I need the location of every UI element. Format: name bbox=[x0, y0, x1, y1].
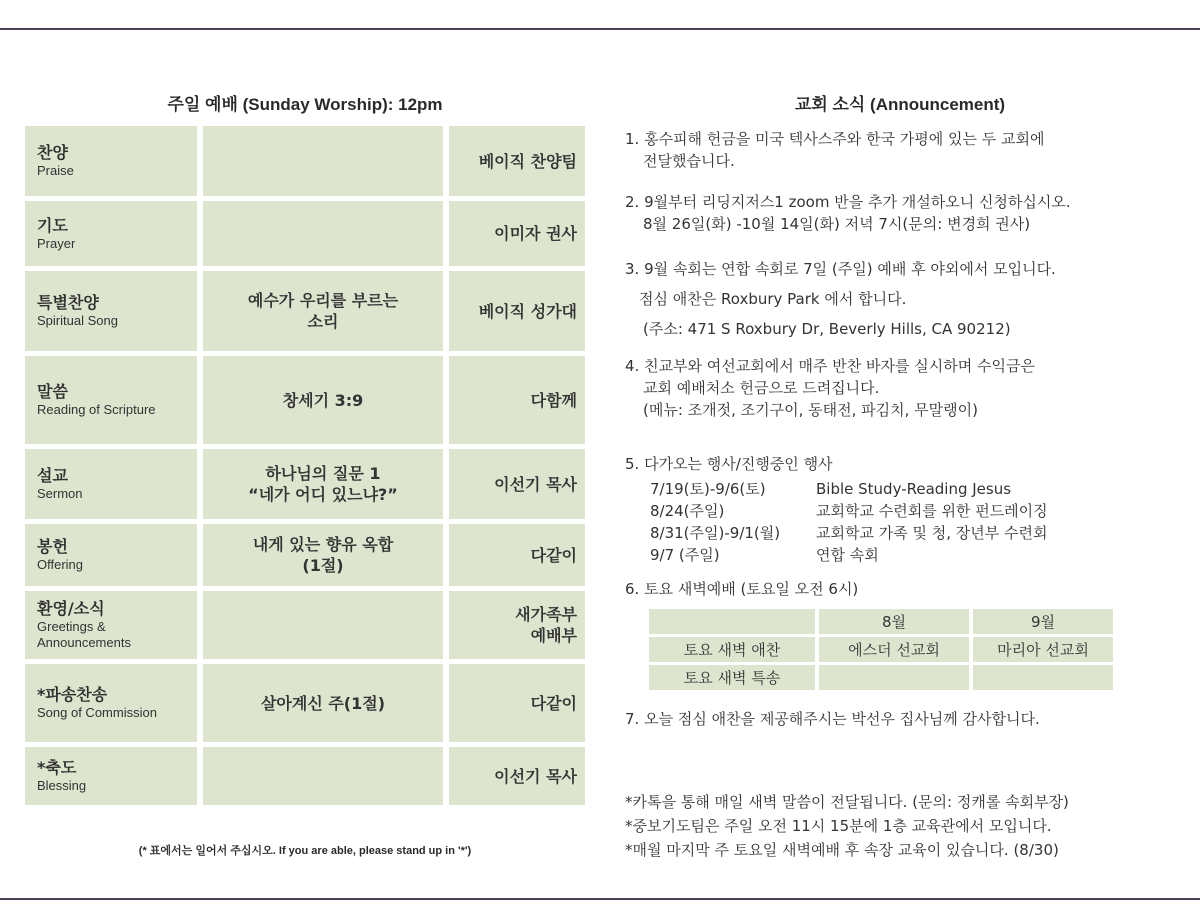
table-header-cell: 8월 bbox=[819, 609, 969, 634]
announcement-line: 전달했습니다. bbox=[643, 152, 735, 170]
announcement-line: (메뉴: 조개젓, 조기구이, 동태전, 파김치, 무말랭이) bbox=[643, 401, 978, 419]
event-desc: Bible Study-Reading Jesus bbox=[816, 480, 1012, 498]
table-row bbox=[649, 665, 1113, 690]
row-name-en: Prayer bbox=[37, 235, 76, 251]
row-leader: 이선기 목사 bbox=[449, 747, 585, 805]
row-name-en: Blessing bbox=[37, 778, 87, 793]
announcement-line: 1. 홍수피해 헌금을 미국 텍사스주와 한국 가평에 있는 두 교회에 bbox=[625, 130, 1045, 148]
row-content bbox=[203, 201, 443, 266]
worship-row bbox=[25, 271, 585, 351]
note-line: *매월 마지막 주 토요일 새벽예배 후 속장 교육이 있습니다. (8/30) bbox=[625, 841, 1059, 859]
table-cell: 토요 새벽 애찬 bbox=[649, 637, 815, 662]
row-leader: 베이직 성가대 bbox=[449, 271, 585, 351]
table-header-cell: 9월 bbox=[973, 609, 1113, 634]
dawn-service-table bbox=[645, 606, 1117, 693]
row-leader: 베이직 찬양팀 bbox=[449, 126, 585, 196]
announcement-line: 5. 다가오는 행사/진행중인 행사 bbox=[625, 455, 833, 473]
announcement-2 bbox=[625, 191, 1071, 235]
row-name-ko: 찬양 bbox=[37, 143, 68, 162]
event-desc: 연합 속회 bbox=[816, 546, 879, 564]
note-line: *카톡을 통해 매일 새벽 말씀이 전달됩니다. (문의: 정캐롤 속회부장) bbox=[625, 793, 1069, 811]
row-name bbox=[25, 126, 197, 196]
announcement-line: (주소: 471 S Roxbury Dr, Beverly Hills, CA 90212) bbox=[643, 320, 1011, 338]
announcement-3 bbox=[625, 258, 1056, 340]
announcement-line: 7. 오늘 점심 애찬을 제공해주시는 박선우 집사님께 감사합니다. bbox=[625, 710, 1040, 728]
row-content: 창세기 3:9 bbox=[203, 356, 443, 444]
table-row bbox=[649, 637, 1113, 662]
announcement-5 bbox=[625, 453, 833, 475]
row-name-en: Greetings & Announcements bbox=[37, 619, 131, 650]
announcement-line: 4. 친교부와 여선교회에서 매주 반찬 바자를 실시하며 수익금은 bbox=[625, 357, 1035, 375]
row-name-ko: 설교 bbox=[37, 466, 68, 485]
announcement-7 bbox=[625, 708, 1040, 730]
table-cell bbox=[973, 665, 1113, 690]
event-item bbox=[650, 544, 1048, 566]
worship-row bbox=[25, 126, 585, 196]
row-leader: 이선기 목사 bbox=[449, 449, 585, 519]
row-name bbox=[25, 201, 197, 266]
row-name bbox=[25, 747, 197, 805]
row-name-en: Reading of Scripture bbox=[37, 402, 156, 417]
row-name bbox=[25, 449, 197, 519]
announcement-line: 교회 예배처소 헌금으로 드려집니다. bbox=[643, 379, 880, 397]
announcement-line: 2. 9월부터 리딩지저스1 zoom 반을 추가 개설하오니 신청하십시오. bbox=[625, 193, 1071, 211]
row-leader: 다같이 bbox=[449, 524, 585, 586]
table-header-cell bbox=[649, 609, 815, 634]
worship-order-table bbox=[25, 126, 585, 810]
row-name-en: Song of Commission bbox=[37, 705, 157, 720]
top-divider bbox=[0, 28, 1200, 30]
row-content bbox=[203, 591, 443, 659]
row-name-ko: 기도 bbox=[37, 215, 68, 235]
row-leader: 새가족부 예배부 bbox=[449, 591, 585, 659]
row-name-ko: 특별찬양 bbox=[37, 293, 99, 312]
worship-row bbox=[25, 201, 585, 266]
row-name bbox=[25, 591, 197, 659]
event-date: 9/7 (주일) bbox=[650, 546, 720, 564]
worship-row bbox=[25, 356, 585, 444]
event-item bbox=[650, 500, 1048, 522]
worship-row bbox=[25, 747, 585, 805]
row-name bbox=[25, 271, 197, 351]
table-header-row bbox=[649, 609, 1113, 634]
table-cell bbox=[819, 665, 969, 690]
row-name-ko: *축도 bbox=[37, 758, 77, 777]
row-content: 살아계신 주(1절) bbox=[203, 664, 443, 742]
row-leader: 다함께 bbox=[449, 356, 585, 444]
row-leader: 이미자 권사 bbox=[449, 201, 585, 266]
announcement-4 bbox=[625, 355, 1035, 421]
row-name bbox=[25, 664, 197, 742]
row-name bbox=[25, 356, 197, 444]
event-item bbox=[650, 478, 1048, 500]
table-cell: 에스더 선교회 bbox=[819, 637, 969, 662]
event-item bbox=[650, 522, 1048, 544]
row-leader: 다같이 bbox=[449, 664, 585, 742]
row-content: 하나님의 질문 1 “네가 어디 있느냐?” bbox=[203, 449, 443, 519]
announcement-title: 교회 소식 (Announcement) bbox=[794, 95, 1006, 114]
row-name-ko: 말씀 bbox=[37, 382, 68, 401]
announcement-6 bbox=[625, 578, 858, 600]
table-cell: 토요 새벽 특송 bbox=[649, 665, 815, 690]
row-content bbox=[203, 747, 443, 805]
note-line: *중보기도팀은 주일 오전 11시 15분에 1층 교육관에서 모입니다. bbox=[625, 817, 1052, 835]
worship-title: 주일 예배 (Sunday Worship): 12pm bbox=[167, 95, 443, 114]
row-content: 내게 있는 향유 옥합 (1절) bbox=[203, 524, 443, 586]
event-date: 8/24(주일) bbox=[650, 502, 725, 520]
worship-row bbox=[25, 591, 585, 659]
event-desc: 교회학교 가족 및 청, 장년부 수련회 bbox=[816, 524, 1048, 542]
standing-note: (* 표에서는 일어서 주십시오. If you are able, please stand up in '*') bbox=[138, 845, 472, 857]
worship-row bbox=[25, 449, 585, 519]
event-list bbox=[650, 478, 1048, 566]
event-desc: 교회학교 수련회를 위한 펀드레이징 bbox=[816, 502, 1048, 520]
row-name bbox=[25, 524, 197, 586]
event-date: 7/19(토)-9/6(토) bbox=[650, 480, 766, 498]
worship-row bbox=[25, 524, 585, 586]
announcement-line: 8월 26일(화) -10월 14일(화) 저녁 7시(문의: 변경희 권사) bbox=[643, 215, 1031, 233]
row-name-ko: 봉헌 bbox=[37, 537, 68, 556]
table-cell: 마리아 선교회 bbox=[973, 637, 1113, 662]
event-date: 8/31(주일)-9/1(월) bbox=[650, 524, 781, 542]
footer-notes bbox=[625, 790, 1069, 862]
row-name-ko: *파송찬송 bbox=[37, 685, 108, 704]
worship-row bbox=[25, 664, 585, 742]
announcement-line: 점심 애찬은 Roxbury Park 에서 합니다. bbox=[639, 290, 907, 308]
announcement-line: 3. 9월 속회는 연합 속회로 7일 (주일) 예배 후 야외에서 모입니다. bbox=[625, 260, 1056, 278]
row-content bbox=[203, 126, 443, 196]
row-name-en: Offering bbox=[37, 557, 84, 572]
bottom-divider bbox=[0, 898, 1200, 900]
announcement-1 bbox=[625, 128, 1044, 172]
row-name-en: Spiritual Song bbox=[37, 313, 118, 328]
row-name-en: Sermon bbox=[37, 486, 83, 501]
row-name-en: Praise bbox=[37, 163, 74, 178]
row-name-ko: 환영/소식 bbox=[37, 599, 105, 618]
announcement-line: 6. 토요 새벽예배 (토요일 오전 6시) bbox=[625, 580, 859, 598]
row-content: 예수가 우리를 부르는 소리 bbox=[203, 271, 443, 351]
